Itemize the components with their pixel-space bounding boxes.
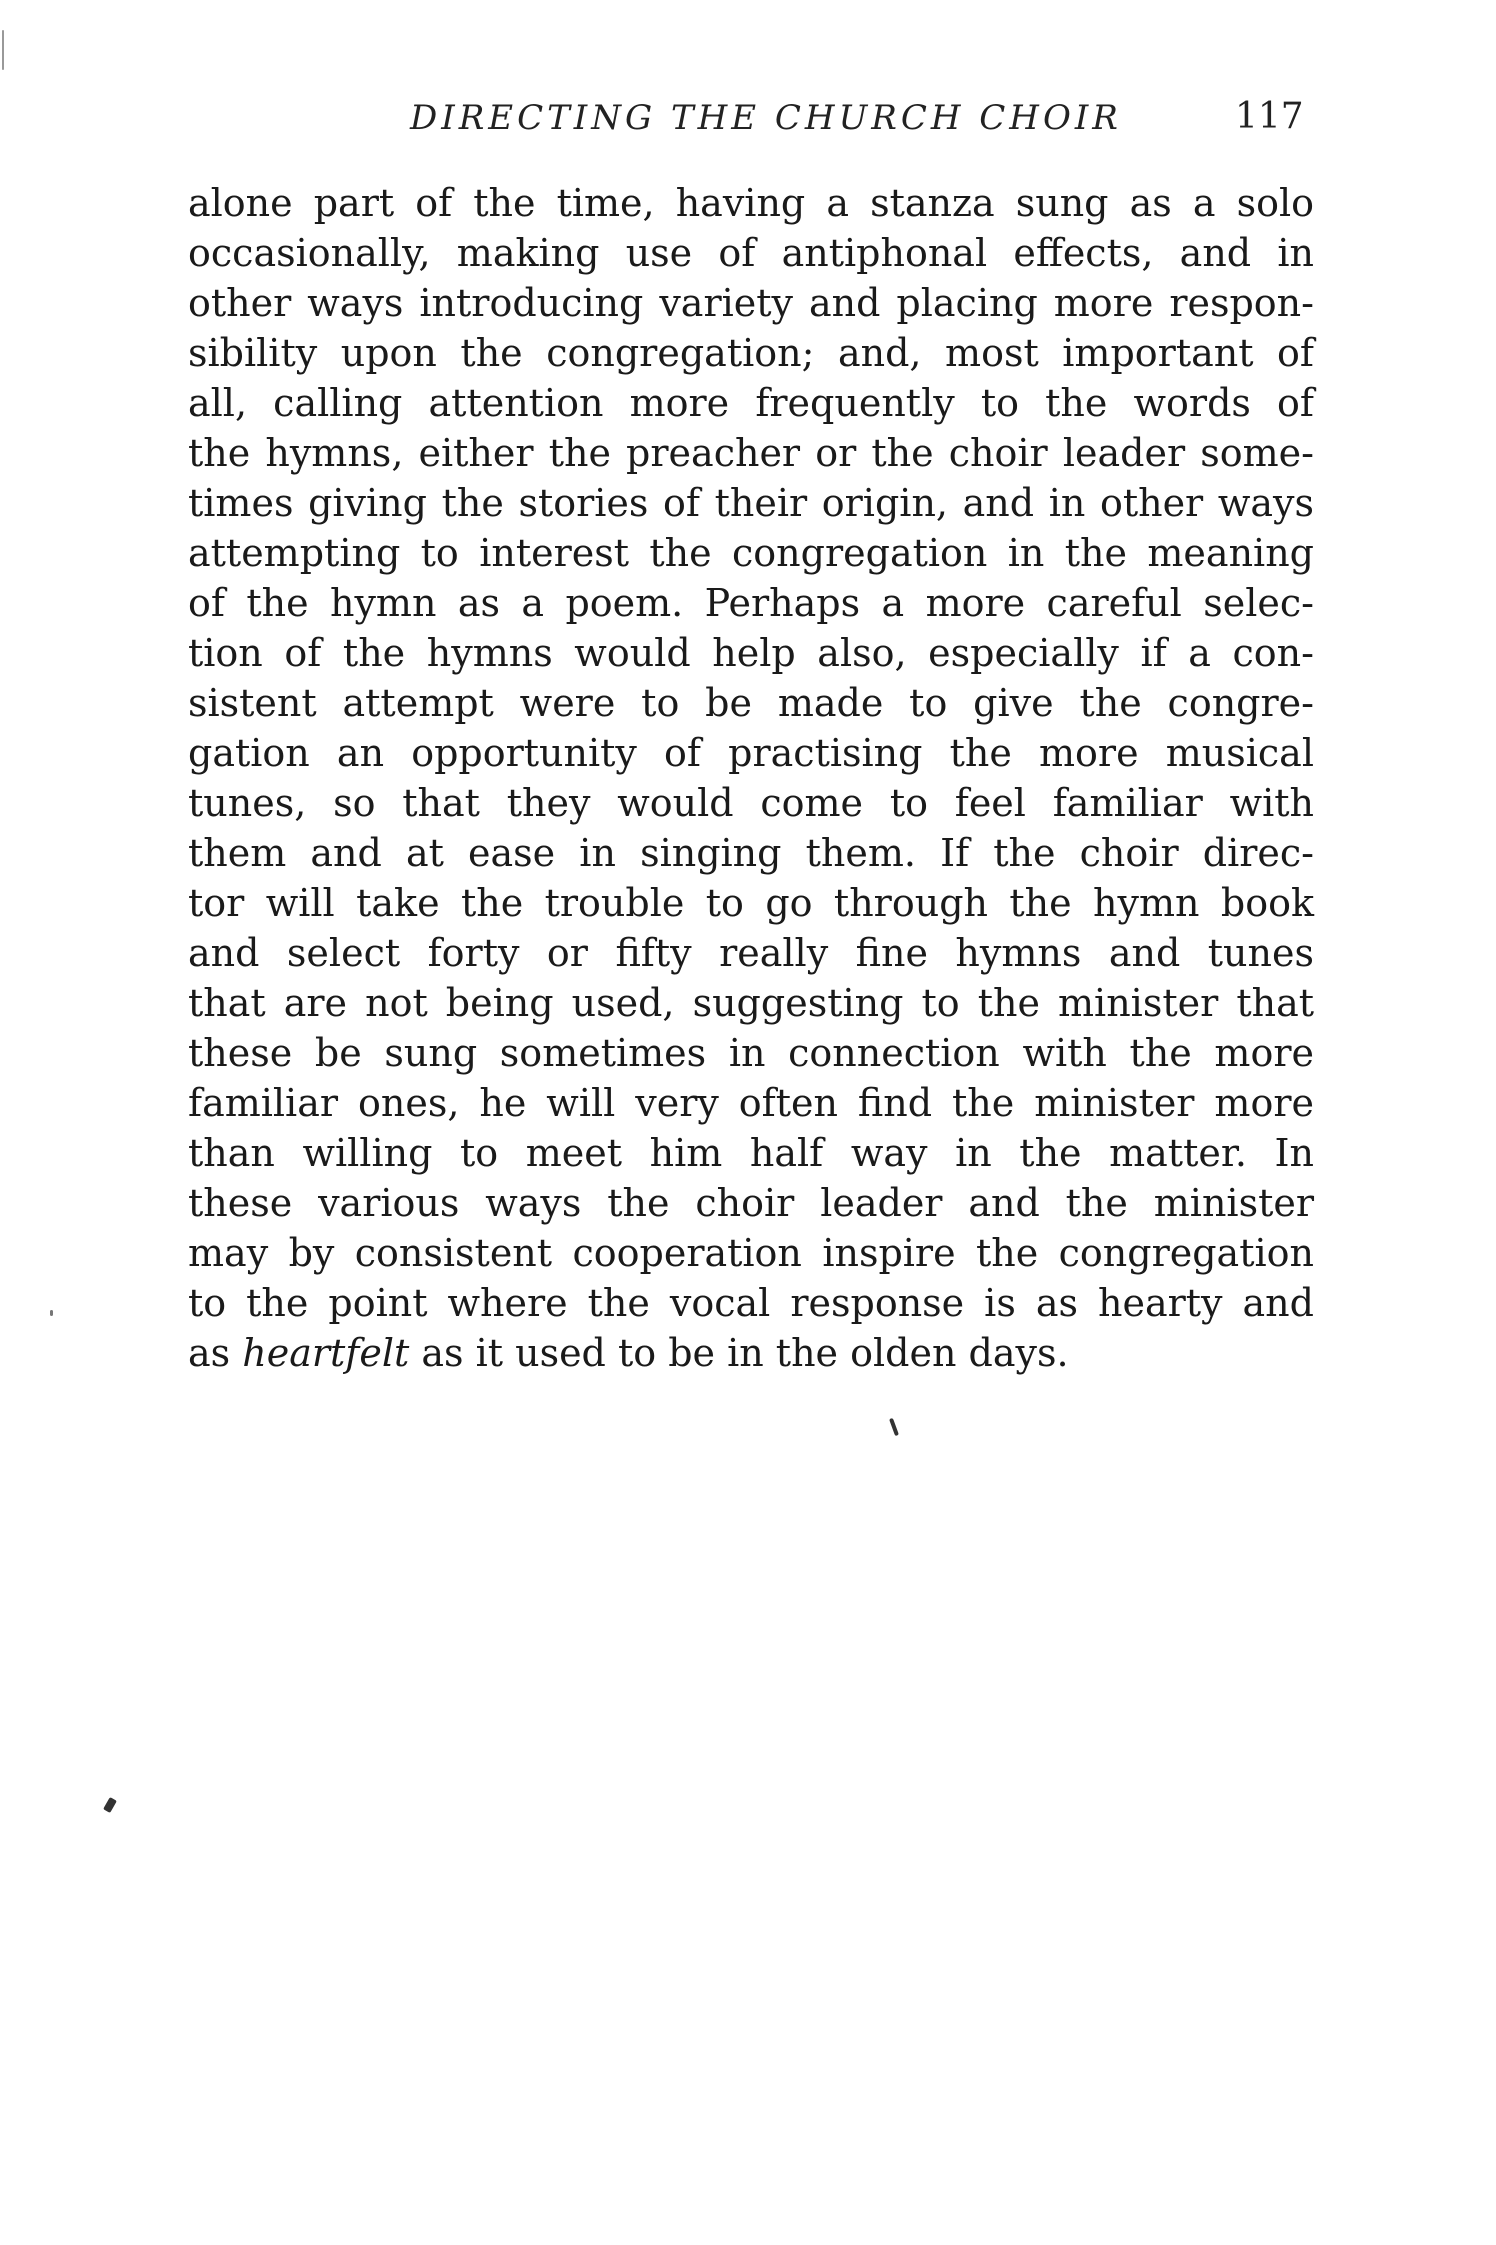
text-line: may by consistent cooperation inspire the congregation	[188, 1231, 1314, 1275]
body-paragraph	[188, 178, 1314, 1378]
scan-speck	[2, 30, 4, 70]
text-line: all, calling attention more frequently to the words of	[188, 381, 1314, 425]
text-line: sibility upon the congregation; and, most important of	[188, 331, 1314, 375]
scan-speck	[103, 1797, 117, 1813]
text-line-final	[188, 1328, 1314, 1378]
text-line: and select forty or fifty really fine hymns and tunes	[188, 931, 1314, 975]
text-line: occasionally, making use of antiphonal effects, and in	[188, 231, 1314, 275]
text-line: gation an opportunity of practising the more musical	[188, 731, 1314, 775]
text-line: familiar ones, he will very often find the minister more	[188, 1081, 1314, 1125]
text-line: them and at ease in singing them. If the choir direc-	[188, 831, 1314, 875]
running-head-title: DIRECTING THE CHURCH CHOIR	[410, 98, 1122, 138]
text-line: tor will take the trouble to go through the hymn book	[188, 881, 1314, 925]
text-line: these various ways the choir leader and the minister	[188, 1181, 1314, 1225]
scan-speck	[50, 1310, 53, 1316]
final-line-after: as it used to be in the olden days.	[409, 1331, 1069, 1375]
emphasized-word: heartfelt	[242, 1331, 410, 1375]
text-line: these be sung sometimes in connection with the more	[188, 1031, 1314, 1075]
text-line: alone part of the time, having a stanza sung as a solo	[188, 181, 1314, 225]
text-line: tion of the hymns would help also, especially if a con-	[188, 631, 1314, 675]
text-line: tunes, so that they would come to feel familiar with	[188, 781, 1314, 825]
page-number: 117	[1235, 96, 1304, 137]
text-line: sistent attempt were to be made to give the congre-	[188, 681, 1314, 725]
text-line: times giving the stories of their origin, and in other ways	[188, 481, 1314, 525]
scan-speck	[889, 1418, 899, 1436]
text-line: the hymns, either the preacher or the choir leader some-	[188, 431, 1314, 475]
text-line: other ways introducing variety and placing more respon-	[188, 281, 1314, 325]
text-line: to the point where the vocal response is as hearty and	[188, 1281, 1314, 1325]
text-line: that are not being used, suggesting to the minister that	[188, 981, 1314, 1025]
text-line: of the hymn as a poem. Perhaps a more careful selec-	[188, 581, 1314, 625]
final-line-before: as	[188, 1331, 243, 1375]
text-line: attempting to interest the congregation in the meaning	[188, 531, 1314, 575]
text-line: than willing to meet him half way in the matter. In	[188, 1131, 1314, 1175]
